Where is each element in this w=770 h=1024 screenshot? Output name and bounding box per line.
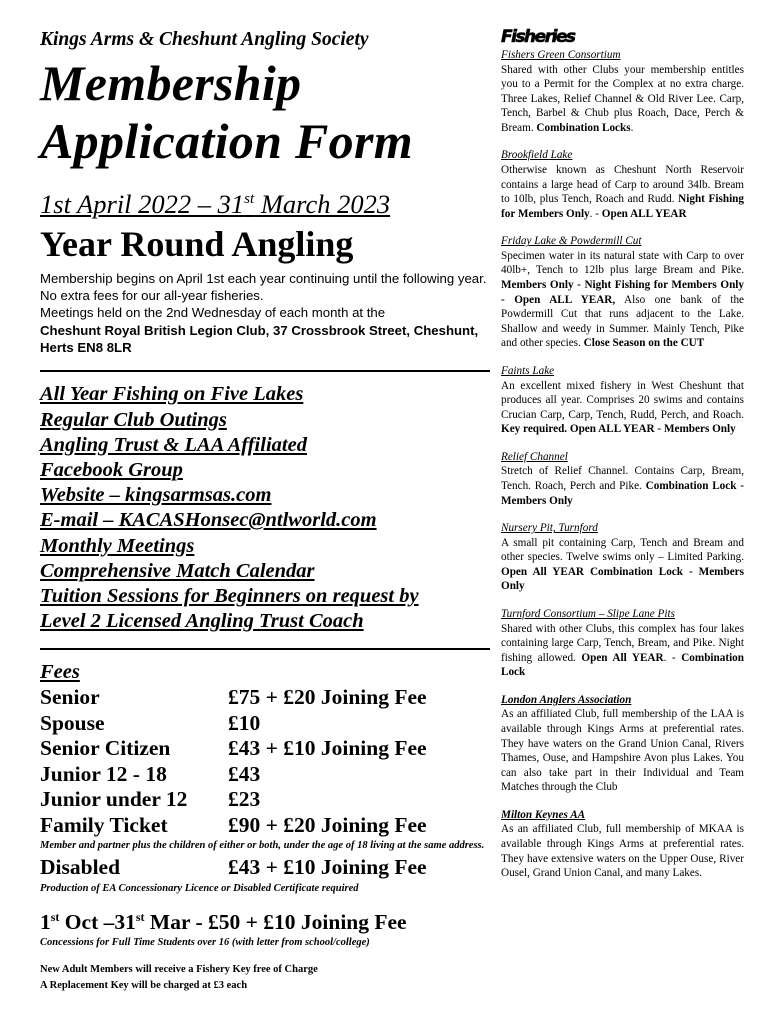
fee-row (40, 813, 492, 839)
fishery-text: . (630, 121, 634, 134)
fishery-section (501, 450, 744, 508)
half-season-sup: st (135, 909, 145, 924)
key-info (40, 962, 492, 994)
features-list (40, 382, 492, 634)
fishery-title: Nursery Pit, Turnford (501, 522, 598, 535)
fee-name: Junior 12 - 18 (40, 761, 167, 786)
fishery-description (501, 163, 744, 221)
fee-price: £43 + £10 Joining Fee (228, 855, 427, 880)
fishery-section (501, 234, 744, 351)
fee-row (40, 711, 492, 737)
fishery-title: Faints Lake (501, 365, 555, 377)
feature-item: Angling Trust & LAA Affiliated (40, 433, 307, 456)
intro-text (40, 270, 492, 356)
fishery-description (501, 464, 744, 508)
fee-price: £75 + £20 Joining Fee (228, 685, 427, 710)
intro-line-1: Membership begins on April 1st each year continuing until the following year. No extra fees for our all-year fisheries. (40, 270, 487, 304)
dates-start: 1st April 2022 – 31 (40, 188, 245, 219)
fee-price: £23 (228, 787, 261, 812)
fishery-text: An excellent mixed fishery in West Cheshunt that produces all year. Comprises 20 swims and contains Crucian Carp, Carp, Tench, Rudd, Perch, and Roach. (501, 379, 744, 421)
fishery-title: Milton Keynes AA (501, 808, 586, 821)
fishery-text: Otherwise known as Cheshunt North Reservoir contains a large head of Carp to around 34lb. Bream to 10lb, plus Tench, Roach and Rudd. (501, 163, 744, 206)
fishery-highlight: Combination Locks (536, 121, 631, 134)
fisheries-column (501, 26, 744, 894)
fishery-text: Specimen water in its natural state with Carp to over 40lb+, Tench to 12lb plus large Bream and Pike. (501, 249, 744, 277)
feature-item: Tuition Sessions for Beginners on request by (40, 584, 419, 607)
intro-line-2: Meetings held on the 2nd Wednesday of each month at the (40, 305, 386, 321)
fishery-text: A small pit containing Carp, Tench and Bream and other species. Twelve swims only – Limited Parking. (501, 536, 744, 564)
feature-item: Monthly Meetings (40, 534, 195, 557)
fishery-highlight: Close Season on the CUT (583, 337, 705, 350)
fees-section (40, 660, 492, 994)
fishery-description (501, 63, 744, 136)
fishery-section (501, 148, 744, 221)
venue-address: Cheshunt Royal British Legion Club, 37 Crossbrook Street, Cheshunt, Herts EN8 8LR (40, 322, 479, 356)
fishery-title: Relief Channel (501, 450, 568, 463)
fishery-title: Friday Lake & Powdermill Cut (501, 235, 642, 248)
feature-item: Level 2 Licensed Angling Trust Coach (40, 610, 364, 633)
feature-item: Comprehensive Match Calendar (40, 559, 315, 582)
fishery-highlight: Open All YEAR Combination Lock - Members Only (501, 565, 744, 593)
fishery-section (501, 808, 744, 881)
fee-price: £90 + £20 Joining Fee (228, 812, 427, 837)
title-line-1: Membership (40, 55, 302, 111)
fishery-description (501, 622, 744, 680)
fishery-section (501, 693, 744, 795)
fishery-text: Stretch of Relief Channel. Contains Carp, Bream, Tench. Roach, Perch and Pike. (501, 465, 744, 492)
feature-website[interactable]: Website – kingsarmsas.com (40, 484, 272, 507)
fishery-text: Shared with other Clubs, this complex has four lakes containing large Carp, Tench, Bream, and Pike. Night fishing allowed. (501, 622, 744, 664)
fishery-section (501, 48, 744, 135)
key-line-1: New Adult Members will receive a Fishery Key free of Charge (40, 964, 318, 975)
key-line-2: A Replacement Key will be charged at £3 each (40, 980, 248, 991)
feature-item: Facebook Group (40, 458, 183, 481)
fee-row (40, 762, 492, 788)
fee-name: Spouse (40, 710, 105, 735)
fishery-section (501, 364, 744, 437)
half-season-a: 1 (40, 910, 51, 934)
fishery-text: . - (663, 651, 682, 664)
fishery-highlight: Open ALL YEAR (601, 207, 687, 220)
fishery-description (501, 379, 744, 437)
fishery-highlight: Members Only - Night Fishing for Members Only - Open ALL YEAR, (501, 279, 744, 306)
fishery-highlight: Combination Lock - Members Only (501, 479, 744, 507)
half-season-b: Oct –31 (59, 910, 136, 934)
fishery-description (501, 707, 744, 795)
fishery-description (501, 822, 744, 880)
fishery-text: . - (589, 207, 602, 220)
subtitle: Year Round Angling (40, 223, 354, 264)
fee-row (40, 736, 492, 762)
fishery-title: London Anglers Association (501, 693, 632, 706)
fishery-description (501, 536, 744, 594)
fishery-title: Fishers Green Consortium (501, 49, 621, 61)
feature-item: All Year Fishing on Five Lakes (40, 383, 304, 406)
fee-price: £43 + £10 Joining Fee (228, 736, 427, 761)
fishery-title: Turnford Consortium – Slipe Lane Pits (501, 608, 675, 621)
fee-name: Senior (40, 685, 100, 710)
fee-row (40, 685, 492, 711)
fishery-highlight: Key required. Open ALL YEAR - Members Only (501, 423, 736, 436)
fishery-text: As an affiliated Club, full membership of the LAA is available through Kings Arms at preferential rates. They have waters on the Grand Union Canal, Rivers Thames, Ouse, and Hampshire Avon plus Lakes. You can also take part in their Individual and Team Matches through the Club (501, 708, 744, 794)
fisheries-list (501, 48, 744, 881)
fishery-text: Shared with other Clubs your membership entitles you to a Permit for the Complex at no extra charge. Three Lakes, Relief Channel & Old River Lee. Carp, Tench, Barbel & Chub plus Roach, Dace, Perch & Bream. (501, 63, 744, 134)
half-season-fee (40, 904, 492, 935)
feature-email[interactable]: E-mail – KACASHonsec@ntlworld.com (40, 509, 377, 532)
title-line-2: Application Form (40, 113, 413, 169)
fishery-highlight: Open All YEAR (581, 651, 664, 664)
family-note: Member and partner plus the children of either or both, under the age of 18 living at the same address. (40, 840, 485, 852)
organisation-name: Kings Arms & Cheshunt Angling Society (40, 29, 369, 50)
fishery-section (501, 521, 744, 594)
fishery-highlight: Combination Lock (501, 651, 744, 679)
fishery-description (501, 249, 744, 351)
dates-end: March 2023 (254, 188, 391, 219)
fishery-text: Also one bank of the Powdermill Cut that runs adjacent to the Lake. Shallow and weedy in Summer. Mainly Tench, Pike and other species. (501, 293, 745, 350)
fishery-text: As an affiliated Club, full membership of MKAA is available through Kings Arms at preferential rates. They have extensive waters on the Upper Ouse, River Ousel, Grand Union Canal, and many Lakes. (501, 823, 744, 880)
fee-row-disabled (40, 855, 492, 881)
disabled-note: Production of EA Concessionary Licence or Disabled Certificate required (40, 882, 359, 894)
fee-name: Junior under 12 (40, 787, 188, 812)
fee-price: £10 (228, 710, 261, 735)
fee-name: Disabled (40, 855, 121, 880)
feature-item: Regular Club Outings (40, 408, 227, 431)
fee-row (40, 787, 492, 813)
divider (40, 370, 490, 372)
divider (40, 648, 490, 650)
half-season-c: Mar - £50 + £10 Joining Fee (144, 910, 407, 934)
fee-name: Senior Citizen (40, 736, 171, 761)
fee-price: £43 (228, 761, 261, 786)
dates-sup: st (244, 191, 255, 207)
fees-heading: Fees (40, 661, 80, 684)
fisheries-heading: Fisheries (501, 27, 575, 47)
half-season-sup: st (50, 909, 60, 924)
fee-name: Family Ticket (40, 812, 168, 837)
fishery-title: Brookfield Lake (501, 149, 573, 162)
left-column (40, 26, 492, 994)
students-note: Concessions for Full Time Students over 16 (with letter from school/college) (40, 937, 370, 948)
fishery-section (501, 607, 744, 680)
season-dates (40, 182, 492, 221)
fishery-highlight: Night Fishing for Members Only (501, 193, 744, 220)
